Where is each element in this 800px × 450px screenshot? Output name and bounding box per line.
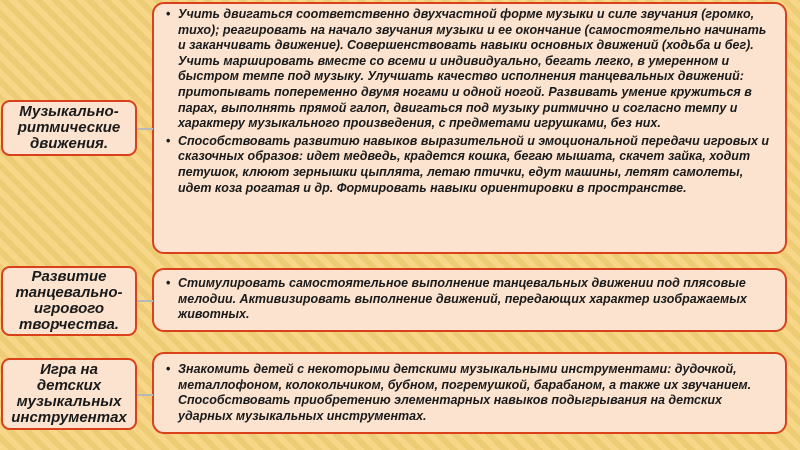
label-instruments: Игра на детских музыкальных инструментах: [1, 358, 137, 430]
content-box-musical-rhythmic: [152, 2, 787, 254]
content-list: [166, 362, 775, 424]
content-box-instruments: [152, 352, 787, 434]
connector-line: [137, 128, 153, 130]
content-list: [166, 7, 775, 196]
bullet-icon: •: [166, 276, 171, 290]
list-item: • Учить двигаться соответственно двухчастной форме музыки и силе звучания (громко, тихо); реагировать на начало звучания музыки и ее окончание (самостоятельно начинать и заканчивать движение). Совершенствовать навыки основных движений (ходьба и бег). Учить маршировать вместе со всеми и индивидуально, бегать легко, в умеренном и быстром темпе под музыку. Улучшать качество исполнения танцевальных движений: притопывать попеременно двумя ногами и одной ногой. Развивать умение кружиться в парах, выполнять прямой галоп, двигаться под музыку ритмично и согласно темпу и характеру музыкального произведения, с предметами игрушками, без них.: [166, 7, 767, 131]
content-box-dance-creativity: [152, 268, 787, 332]
label-dance-creativity: Развитие танцевально-игрового творчества.: [1, 266, 137, 336]
label-musical-rhythmic: Музыкально-ритмические движения.: [1, 100, 137, 156]
bullet-icon: •: [166, 362, 171, 376]
list-item: • Способствовать развитию навыков выразительной и эмоциональной передачи игровых и сказочных образов: идет медведь, крадется кошка, бегаю мышата, скачет зайка, ходит петушок, клюют зернышки цыплята, летаю птички, едут машины, летят самолеты, идет коза рогатая и др. Формировать навыки ориентировки в пространстве.: [166, 133, 770, 195]
bullet-icon: •: [166, 7, 171, 21]
list-item: • Знакомить детей с некоторыми детскими музыкальными инструментами: дудочкой, металлофоном, колокольчиком, бубном, погремушкой, барабаном, а также их звучанием. Способствовать приобретению элементарных навыков подыгрывания на детских ударных музыкальных инструментах.: [166, 362, 752, 423]
connector-line: [137, 394, 153, 396]
bullet-icon: •: [166, 133, 171, 148]
list-item: • Стимулировать самостоятельное выполнение танцевальных движении под плясовые мелодии. Активизировать выполнение движений, передающих характер изображаемых животных.: [166, 276, 747, 322]
connector-line: [137, 300, 153, 302]
content-list: [166, 276, 775, 323]
